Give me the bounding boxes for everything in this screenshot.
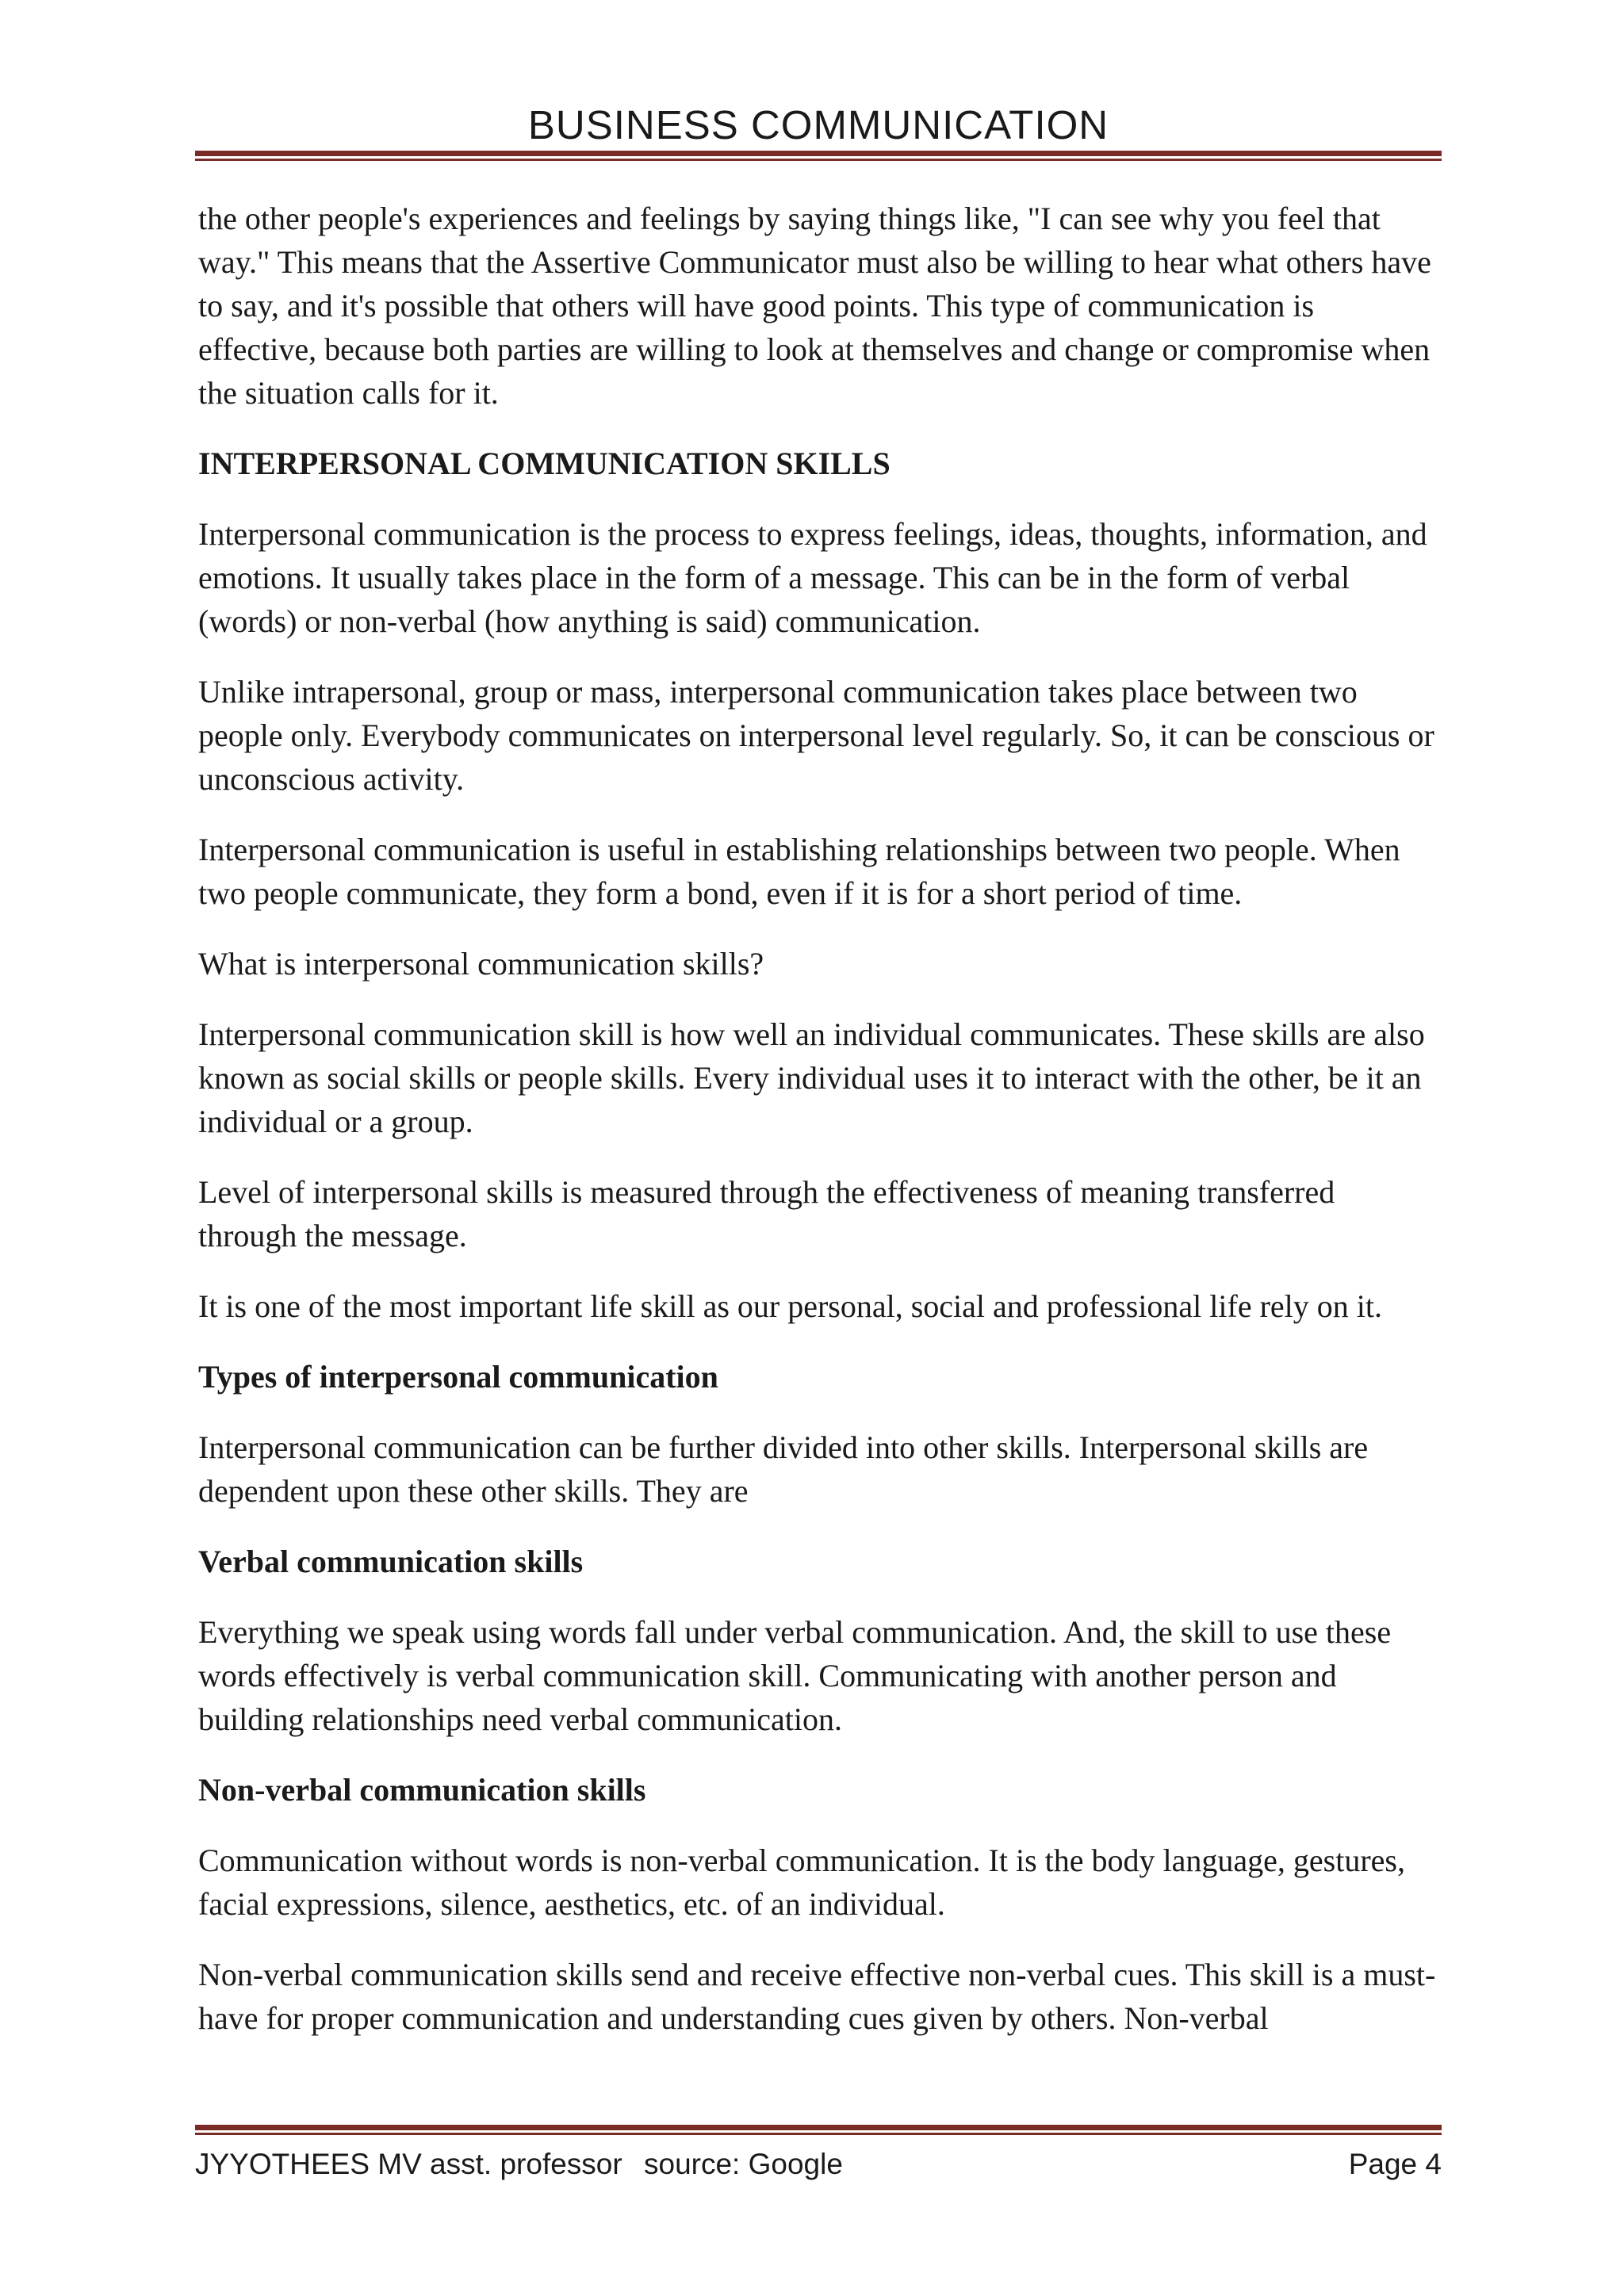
paragraph: Unlike intrapersonal, group or mass, interpersonal communication takes place between two people only. Everybody communicates on interpersonal level regularly. So, it can be conscious or unconscious activity. bbox=[198, 674, 1434, 797]
footer-divider-thin bbox=[195, 2133, 1442, 2135]
section-heading: INTERPERSONAL COMMUNICATION SKILLS bbox=[198, 446, 891, 481]
footer-page-number: Page 4 bbox=[1348, 2148, 1442, 2180]
paragraph: It is one of the most important life skill as our personal, social and professional life rely on it. bbox=[198, 1288, 1383, 1324]
footer-source: source: Google bbox=[644, 2148, 843, 2180]
document-body bbox=[198, 197, 1440, 2067]
footer-author: JYYOTHEES MV asst. professor bbox=[195, 2148, 622, 2180]
paragraph: What is interpersonal communication skills? bbox=[198, 946, 764, 982]
footer-divider-thick bbox=[195, 2125, 1442, 2130]
paragraph: Interpersonal communication skill is how well an individual communicates. These skills are also known as social skills or people skills. Every individual uses it to interact with the other, be it an individual or a group. bbox=[198, 1016, 1425, 1139]
paragraph: Non-verbal communication skills send and receive effective non-verbal cues. This skill is a must-have for proper communication and understanding cues given by others. Non-verbal bbox=[198, 1957, 1436, 2036]
page-footer bbox=[195, 2141, 1442, 2188]
paragraph: the other people's experiences and feelings by saying things like, "I can see why you feel that way." This means that the Assertive Communicator must also be willing to hear what others have to say, and it's possible that others will have good points. This type of communication is effective, because both parties are willing to look at themselves and change or compromise when the situation calls for it. bbox=[198, 201, 1431, 411]
paragraph: Interpersonal communication is useful in establishing relationships between two people. When two people communicate, they form a bond, even if it is for a short period of time. bbox=[198, 832, 1400, 911]
section-heading: Types of interpersonal communication bbox=[198, 1359, 718, 1395]
section-heading: Verbal communication skills bbox=[198, 1544, 584, 1579]
header-divider bbox=[195, 151, 1442, 161]
section-heading: Non-verbal communication skills bbox=[198, 1772, 646, 1808]
paragraph: Interpersonal communication can be further divided into other skills. Interpersonal skills are dependent upon these other skills. They are bbox=[198, 1429, 1369, 1509]
paragraph: Everything we speak using words fall under verbal communication. And, the skill to use these words effectively is verbal communication skill. Communicating with another person and building relationships need verbal communication. bbox=[198, 1614, 1392, 1737]
page-header-title: BUSINESS COMMUNICATION bbox=[527, 102, 1109, 147]
header-divider-thin bbox=[195, 159, 1442, 161]
paragraph: Communication without words is non-verbal communication. It is the body language, gestures, facial expressions, silence, aesthetics, etc. of an individual. bbox=[198, 1843, 1405, 1922]
paragraph: Level of interpersonal skills is measured through the effectiveness of meaning transferred through the message. bbox=[198, 1174, 1335, 1253]
header-divider-thick bbox=[195, 151, 1442, 156]
footer-divider bbox=[195, 2125, 1442, 2135]
paragraph: Interpersonal communication is the process to express feelings, ideas, thoughts, information, and emotions. It usually takes place in the form of a message. This can be in the form of verbal (words) or non-verbal (how anything is said) communication. bbox=[198, 516, 1427, 639]
